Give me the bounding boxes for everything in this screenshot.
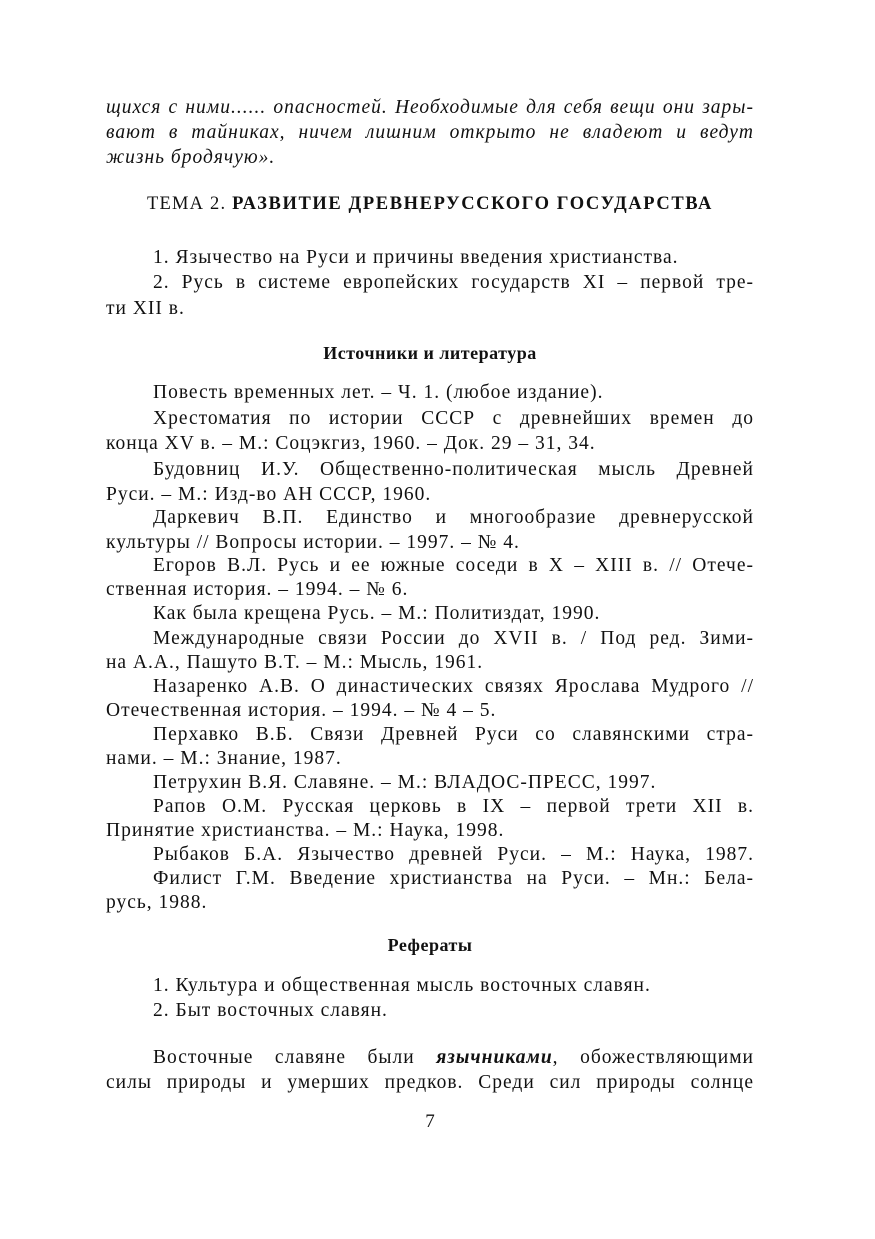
source-line: Отечественная история. – 1994. – № 4 – 5. [106, 700, 497, 721]
essay-2: 2. Быт восточных славян. [153, 1000, 388, 1021]
topic-heading [106, 194, 754, 215]
source-line: ственная история. – 1994. – № 6. [106, 579, 409, 600]
question-1: 1. Язычество на Руси и причины введения христианства. [153, 247, 679, 268]
topic-prefix: ТЕМА 2. [147, 194, 233, 214]
body-line-2: силы природы и умерших предков. Среди сил природы солнце [106, 1072, 754, 1093]
source-line: Повесть временных лет. – Ч. 1. (любое издание). [153, 382, 604, 403]
source-line: Рыбаков Б.А. Язычество древней Руси. – М.: Наука, 1987. [153, 844, 754, 865]
sources-heading: Источники и литература [323, 343, 537, 363]
topic-title: РАЗВИТИЕ ДРЕВНЕРУССКОГО ГОСУДАРСТВА [232, 194, 713, 214]
source-line: русь, 1988. [106, 892, 208, 913]
source-line: Рапов О.М. Русская церковь в IX – первой трети XII в. [153, 796, 754, 817]
question-2-cont: ти XII в. [106, 298, 185, 319]
essay-1: 1. Культура и общественная мысль восточных славян. [153, 975, 651, 996]
source-line: Перхавко В.Б. Связи Древней Руси со славянскими стра- [153, 724, 754, 745]
quote-line-1: щихся с ними...... опасностей. Необходимые для себя вещи они зары- [106, 97, 754, 118]
source-line: Петрухин В.Я. Славяне. – М.: ВЛАДОС-ПРЕСС, 1997. [153, 772, 657, 793]
source-line: Будовниц И.У. Общественно-политическая мысль Древней [153, 459, 754, 480]
body-line-1-end: , обожествляющими [552, 1047, 754, 1068]
source-line: Филист Г.М. Введение христианства на Руси. – Мн.: Бела- [153, 868, 754, 889]
essays-heading: Рефераты [387, 935, 473, 955]
source-line: Международные связи России до XVII в. / Под ред. Зими- [153, 628, 754, 649]
source-line: на А.А., Пашуто В.Т. – М.: Мысль, 1961. [106, 652, 484, 673]
page-number: 7 [425, 1111, 435, 1132]
quote-line-2: вают в тайниках, ничем лишним открыто не владеют и ведут [106, 122, 754, 143]
source-line: Даркевич В.П. Единство и многообразие древнерусской [153, 507, 754, 528]
source-line: Егоров В.Л. Русь и ее южные соседи в X – XIII в. // Отече- [153, 555, 754, 576]
question-2: 2. Русь в системе европейских государств XI – первой тре- [153, 272, 754, 293]
body-line-1-emphasis: язычниками [436, 1047, 553, 1068]
source-line: Принятие христианства. – М.: Наука, 1998. [106, 820, 505, 841]
source-line: Руси. – М.: Изд-во АН СССР, 1960. [106, 484, 432, 505]
body-line-1-start: Восточные славяне были [153, 1047, 437, 1068]
source-line: Как была крещена Русь. – М.: Политиздат, 1990. [153, 603, 601, 624]
body-line-1 [153, 1045, 754, 1071]
source-line: Хрестоматия по истории СССР с древнейших времен до [153, 408, 754, 429]
quote-line-3: жизнь бродячую». [106, 147, 276, 168]
source-line: нами. – М.: Знание, 1987. [106, 748, 342, 769]
source-line: Назаренко А.В. О династических связях Ярослава Мудрого // [153, 676, 754, 697]
source-line: конца XV в. – М.: Соцэкгиз, 1960. – Док. 29 – 31, 34. [106, 433, 596, 454]
source-line: культуры // Вопросы истории. – 1997. – № 4. [106, 532, 520, 553]
